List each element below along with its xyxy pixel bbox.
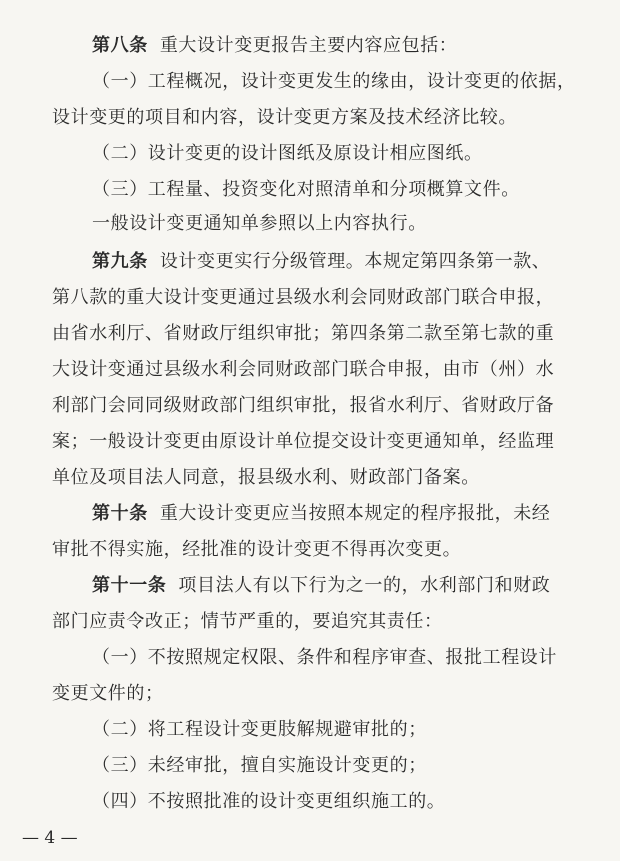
- article-number: 第十条: [92, 503, 148, 524]
- text-line: 单位及项目法人同意，报县级水利、财政部门备案。: [52, 467, 480, 488]
- article-text: 重大设计变更报告主要内容应包括：: [159, 35, 458, 56]
- article-text: 重大设计变更应当按照本规定的程序报批，未经: [159, 503, 551, 524]
- article-10-heading-line: [92, 502, 550, 526]
- text-line: 审批不得实施，经批准的设计变更不得再次变更。: [52, 539, 462, 560]
- article-text: 设计变更实行分级管理。本规定第四条第一款、: [159, 251, 551, 272]
- text-line: （二）将工程设计变更肢解规避审批的；: [92, 719, 427, 740]
- text-line: 案；一般设计变更由原设计单位提交设计变更通知单，经监理: [52, 431, 555, 452]
- text-line: 利部门会同同级财政部门组织审批，报省水利厅、省财政厅备: [52, 395, 555, 416]
- article-text: 项目法人有以下行为之一的，水利部门和财政: [178, 575, 551, 596]
- text-line: （四）不按照批准的设计变更组织施工的。: [92, 791, 446, 812]
- text-line: 一般设计变更通知单参照以上内容执行。: [92, 213, 427, 234]
- page-number: — 4 —: [22, 828, 78, 848]
- text-line: （一）工程概况，设计变更发生的缘由，设计变更的依据，: [92, 71, 576, 92]
- text-line: 部门应责令改正；情节严重的，要追究其责任：: [52, 611, 443, 632]
- text-line: 变更文件的；: [52, 683, 164, 704]
- article-9-heading-line: [92, 250, 550, 274]
- article-number: 第八条: [92, 35, 148, 56]
- text-line: 大设计变通过县级水利会同财政部门联合申报，由市（州）水: [52, 359, 555, 380]
- text-line: 第八款的重大设计变更通过县级水利会同财政部门联合申报，: [52, 287, 555, 308]
- article-number: 第十一条: [92, 575, 167, 596]
- article-number: 第九条: [92, 251, 148, 272]
- text-line: （一）不按照规定权限、条件和程序审查、报批工程设计: [92, 647, 557, 668]
- text-line: 设计变更的项目和内容，设计变更方案及技术经济比较。: [52, 107, 517, 128]
- article-11-heading-line: [92, 574, 550, 598]
- text-line: （三）工程量、投资变化对照清单和分项概算文件。: [92, 179, 520, 200]
- text-line: 由省水利厅、省财政厅组织审批；第四条第二款至第七款的重: [52, 323, 555, 344]
- article-8-heading-line: [92, 34, 457, 58]
- text-line: （二）设计变更的设计图纸及原设计相应图纸。: [92, 143, 483, 164]
- text-line: （三）未经审批，擅自实施设计变更的；: [92, 755, 427, 776]
